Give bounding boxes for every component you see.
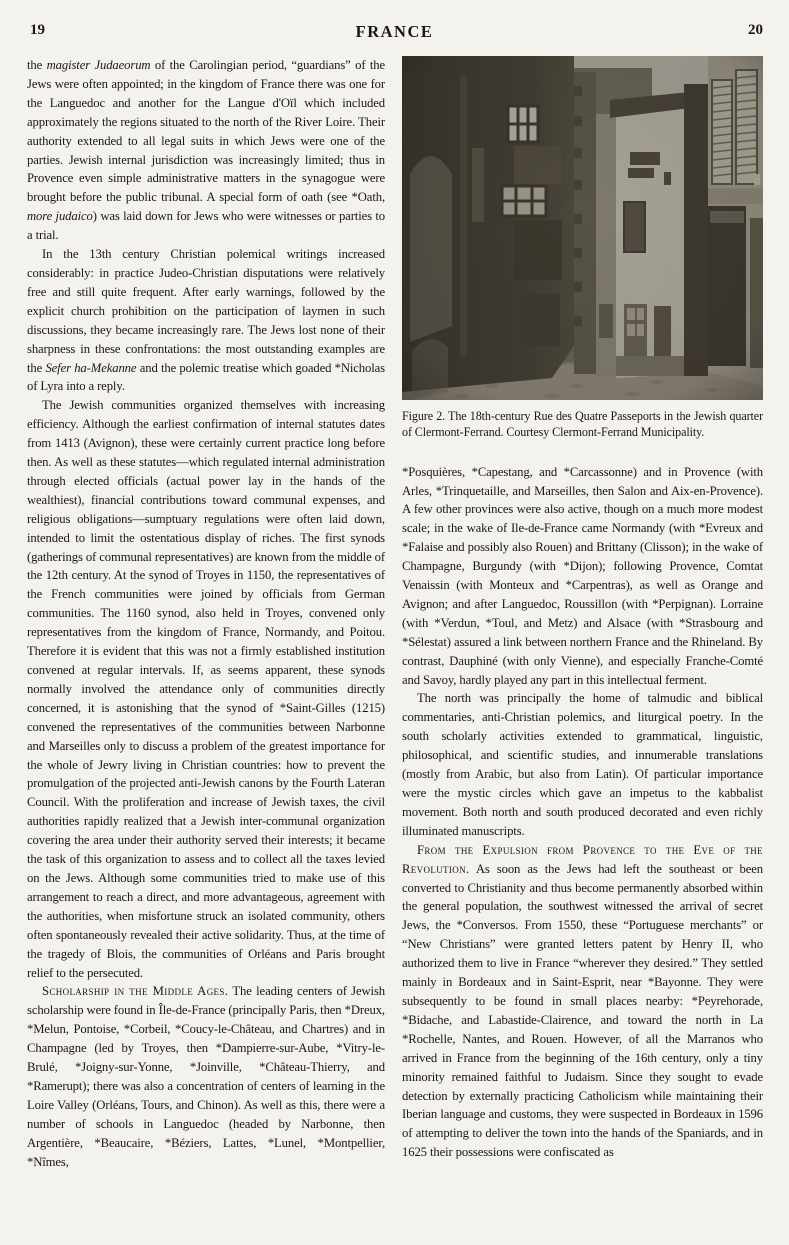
page-number-left: 19 [30, 22, 45, 38]
left-column [27, 56, 385, 1171]
text-run: *Posquières, *Capestang, and *Carcassonne) and in Provence (with Arles, *Trinquetaille, and Marseilles, then Salon and Aix-en-Provence). A few other provinces were also active, though on a much more modest scale; in the wake of Ile-de-France came Normandy (with *Evreux and *Falaise and possibly also Rouen) and Brittany (Clisson); in the wake of Champagne, Burgundy (with *Dijon); following Provence, Comtat Venaissin (with Monteux and *Carpentras), as well as Orange and Avignon; and after Languedoc, Roussillon (with *Perpignan). Lorraine (with *Verdun, *Toul, and Metz) and Alsace (with *Strasbourg and *Sélestat) assured a link between northern France and the Rhineland. By contrast, Dauphiné (with only Vienne), and especially Franche-Comté and Savoy, hardly played any part in this intellectual ferment. [402, 464, 763, 687]
figure-caption: Figure 2. The 18th-century Rue des Quatre Passeports in the Jewish quarter of Clermont-Ferrand. Courtesy Clermont-Ferrand Municipality. [402, 409, 763, 439]
text-run: The north was principally the home of talmudic and biblical commentaries, anti-Christian polemics, and liturgical poetry. In the south scholarly activities extended to grammatical, linguistic, philosophical, and scientific studies, and innumerable translations (mostly from Arabic, but also from Latin). Of particular importance were the mystic circles which gave an impetus to the kabbalist movement. Both north and south produced decorated and even richly illuminated manuscripts. [402, 691, 763, 838]
text-run: In the 13th century Christian polemical writings increased considerably: in practice Judeo-Christian disputations were relatively free and still quite frequent. After early warnings, followed by the explicit church prohibition on the participation of laymen in such discussions, they became increasingly rare. The Jews lost none of their sharpness in these confrontations: the most outstanding examples are the [27, 247, 385, 375]
text-run: of the Carolingian period, “guardians” of the Jews were often appointed; in the kingdom of France there was one for the Languedoc and another for the Langue d'Oïl which included approximately the regions situated to the north of the River Loire. Their authority extended to all legal suits in which Jews were one of the parties. Jewish internal jurisdiction was increasingly limited; thus in Provence even simple administrative matters in the synagogue were brought before the public tribunal. A special form of oath (see *Oath, [27, 58, 385, 205]
section-heading: From the Expulsion from Provence to the Eve of the Revolution. [402, 842, 763, 876]
text-run: ) was laid down for Jews who were witnesses or parties to a trial. [27, 209, 385, 243]
italic-term: magister Judaeorum [46, 58, 151, 72]
right-column [402, 56, 763, 1162]
section-heading: Scholarship in the Middle Ages. [42, 984, 229, 999]
paragraph-continuation [27, 56, 385, 245]
paragraph-expulsion-section [402, 841, 763, 1162]
vignette [402, 56, 763, 400]
text-run: the [27, 58, 47, 72]
figure-2 [402, 56, 763, 441]
street-photo-illustration [402, 56, 763, 400]
page-title: FRANCE [355, 22, 434, 41]
paragraph-scholarship-section [27, 982, 385, 1171]
text-run: As soon as the Jews had left the southeast or been converted to Christianity and thus become permanently absorbed within the general population, the southwest witnessed the arrival of secret Jews, the *Conversos. From 1550, these “Portuguese merchants” or “New Christians” were granted letters patent by Henry II, who authorized them to live in France “wherever they desired.” They settled mainly in Bordeaux and in Saint-Esprit, near *Bayonne. They were subsequently to be found in small places nearby: *Peyrehorade, *Bidache, and Labastide-Clairence, and toward the north in La *Rochelle, Nantes, and Rouen. However, of all the Marranos who arrived in France from the beginning of the 16th century, only a tiny minority remained faithful to Judaism. Since they sought to evade detection by externally practicing Catholicism while maintaining their Iberian language and customs, they were suspected in Bordeaux in 1596 of attempting to deliver the town into the hands of the Spaniards, and in 1625 their possessions were confiscated as [402, 861, 763, 1160]
italic-term: Sefer ha-Mekanne [45, 360, 137, 375]
text-run: The Jewish communities organized themselves with increasing efficiency. Although the earliest confirmation of internal statutes dates from 1413 (Avignon), these were certainly current practice long before then. As well as these statutes—which regulated internal administration through elected officials (actual power lay in the hands of the wealthiest), financial contributions toward communal expenses, and religious obligations—sumptuary regulations were often laid down, intended to limit the ostentatious display of riches. The first synods (gatherings of communal representatives) are known from the middle of the 12th century. At the synod of Troyes in 1150, the representatives of the French communities were joined by officials from German communities. The 1160 synod, also held in Troyes, convened only representatives from the kingdom of France, Normandy, and Poitou. Therefore it is evident that this was not a firmly established institution convened at regular intervals. If, as seems apparent, these synods normally involved the attendance only of communities directly concerned, it is astonishing that the synod of *Saint-Gilles (1215) convened the representatives of the communities between Narbonne and Marseilles only to discuss a problem of the greatest importance for the whole of Jewry living in Christian countries: how to prevent the promulgation of the projected anti-Jewish canons by the Fourth Lateran Council. With the proliferation and increase of Jewish taxes, the civil authorities rapidly realized that a Jewish inter-communal organization covering the area under their authority served their interests; it became the task of this organization to assess and to collect all the taxes levied on the Jews. Although some communities tried to make use of this arrangement to reach a direct, and more advantageous, agreement with the authorities, when misfortune struck an isolated community, others often spontaneously revealed their active solidarity. Thus, at the time of the tragedy of Blois, the communities of Orléans and Paris brought relief to the persecuted. [27, 398, 385, 980]
paragraph-continuation [402, 463, 763, 690]
italic-term: more judaico [27, 209, 93, 224]
street-photograph [402, 56, 763, 400]
text-run: The leading centers of Jewish scholarship were found in Île-de-France (principally Paris, then *Dreux, *Melun, Pontoise, *Corbeil, *Coucy-le-Château, and Chartres) and in Champagne (led by Troyes, then *Dampierre-sur-Aube, *Vitry-le-Brulé, *Joigny-sur-Yonne, *Joinville, *Château-Thierry, and *Ramerupt); there was also a concentration of centers of learning in the Loire Valley (Orléans, Tours, and Chinon). As well as this, there were a number of schools in Languedoc (headed by Narbonne, then Argentière, *Beaucaire, *Béziers, Lattes, *Lunel, *Montpellier, *Nîmes, [27, 984, 385, 1169]
page-number-right: 20 [748, 22, 763, 38]
paragraph [27, 396, 385, 982]
paragraph [27, 245, 385, 396]
text-run: and the polemic treatise which goaded *Nicholas of Lyra into a reply. [27, 360, 385, 394]
paragraph [402, 689, 763, 840]
page-header [0, 22, 789, 44]
